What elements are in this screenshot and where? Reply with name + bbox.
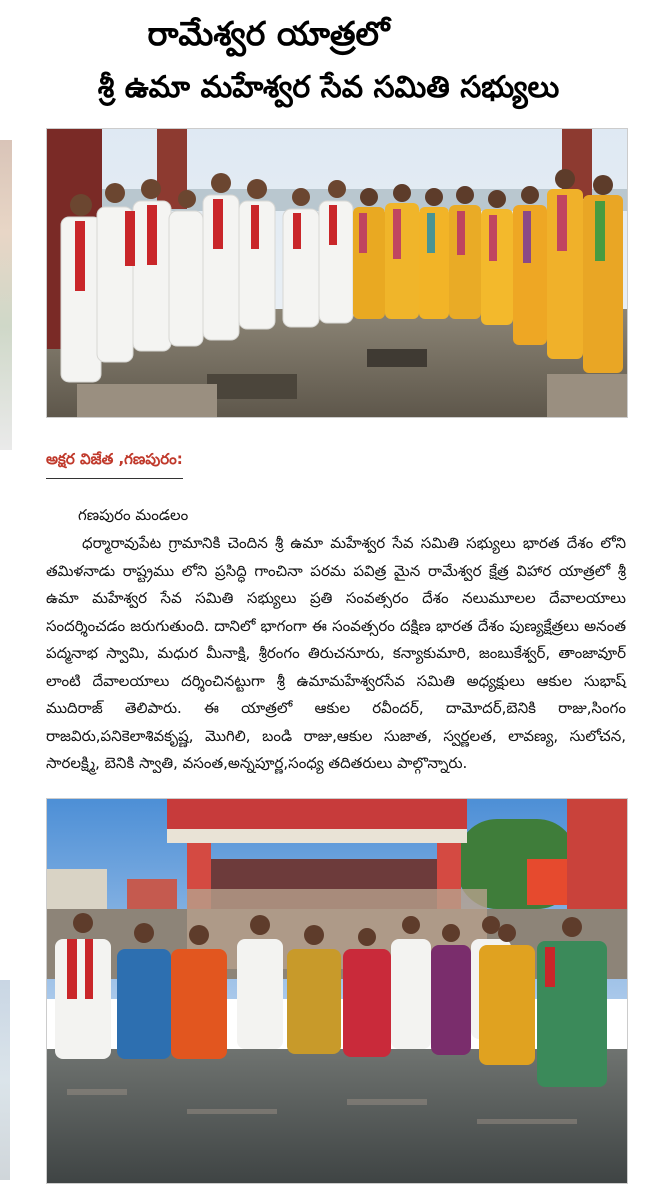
headline-line-2: శ్రీ ఉమా మహేశ్వర సేవ సమితి సభ్యులు [97,70,560,105]
adjacent-page-edge [0,140,12,450]
group-photo-temple-water [46,798,628,1184]
article-place: గణపురం మండలం [78,506,189,524]
adjacent-page-edge-lower [0,980,10,1180]
headline-line-1: రామేశ్వర యాత్రలో [147,14,390,53]
article-byline: అక్షర విజేత ,గణపురం: [46,450,183,479]
article-body: ధర్మారావుపేట గ్రామానికి చెందిన శ్రీ ఉమా మహేశ్వర సేవ సమితి సభ్యులు భారత దేశం లోని తమిళనాడు రాష్ట్రము లోని ప్రసిద్ధి గాంచినా పరమ పవిత్ర మైన రామేశ్వర క్షేత్ర విహార యాత్రలో శ్రీ ఉమా మహేశ్వర సేవ సమితి సభ్యులు ప్రతి సంవత్సరం దేశం నలుమూలల దేవాలయాలు సందర్శించడం జరుగుతుంది. దానిలో భాగంగా ఈ సంవత్సరం దక్షిణ భారత దేశం పుణ్యక్షేత్రలు అనంత పద్మనాభ స్వామి, మధుర మీనాక్షి, శ్రీరంగం తిరుచనూరు, కన్యాకుమారి, జంబుకేశ్వర్, తాంజావూర్ లాంటి దేవాలయాలు దర్శించినట్టుగా శ్రీ ఉమామహేశ్వరసేవ సమితి అధ్యక్షులు ఆకుల సుభాష్ ముదిరాజ్ తెలిపారు. ఈ యాత్రలో ఆకుల రవీందర్, దామోదర్,బెనికి రాజు,సింగం రాజవిరు,పనికెలాశివకృష్ణ, మొగిలి, బండి రాజు,ఆకుల సుజాత, స్వర్ణలత, లావణ్య, సులోచన, సారలక్ష్మి, బెనికి స్వాతి, వసంత,అన్నపూర్ణ,సంధ్య తదితరులు పాల్గొన్నారు. [46,534,626,772]
group-photo-temple-steps [46,128,628,418]
